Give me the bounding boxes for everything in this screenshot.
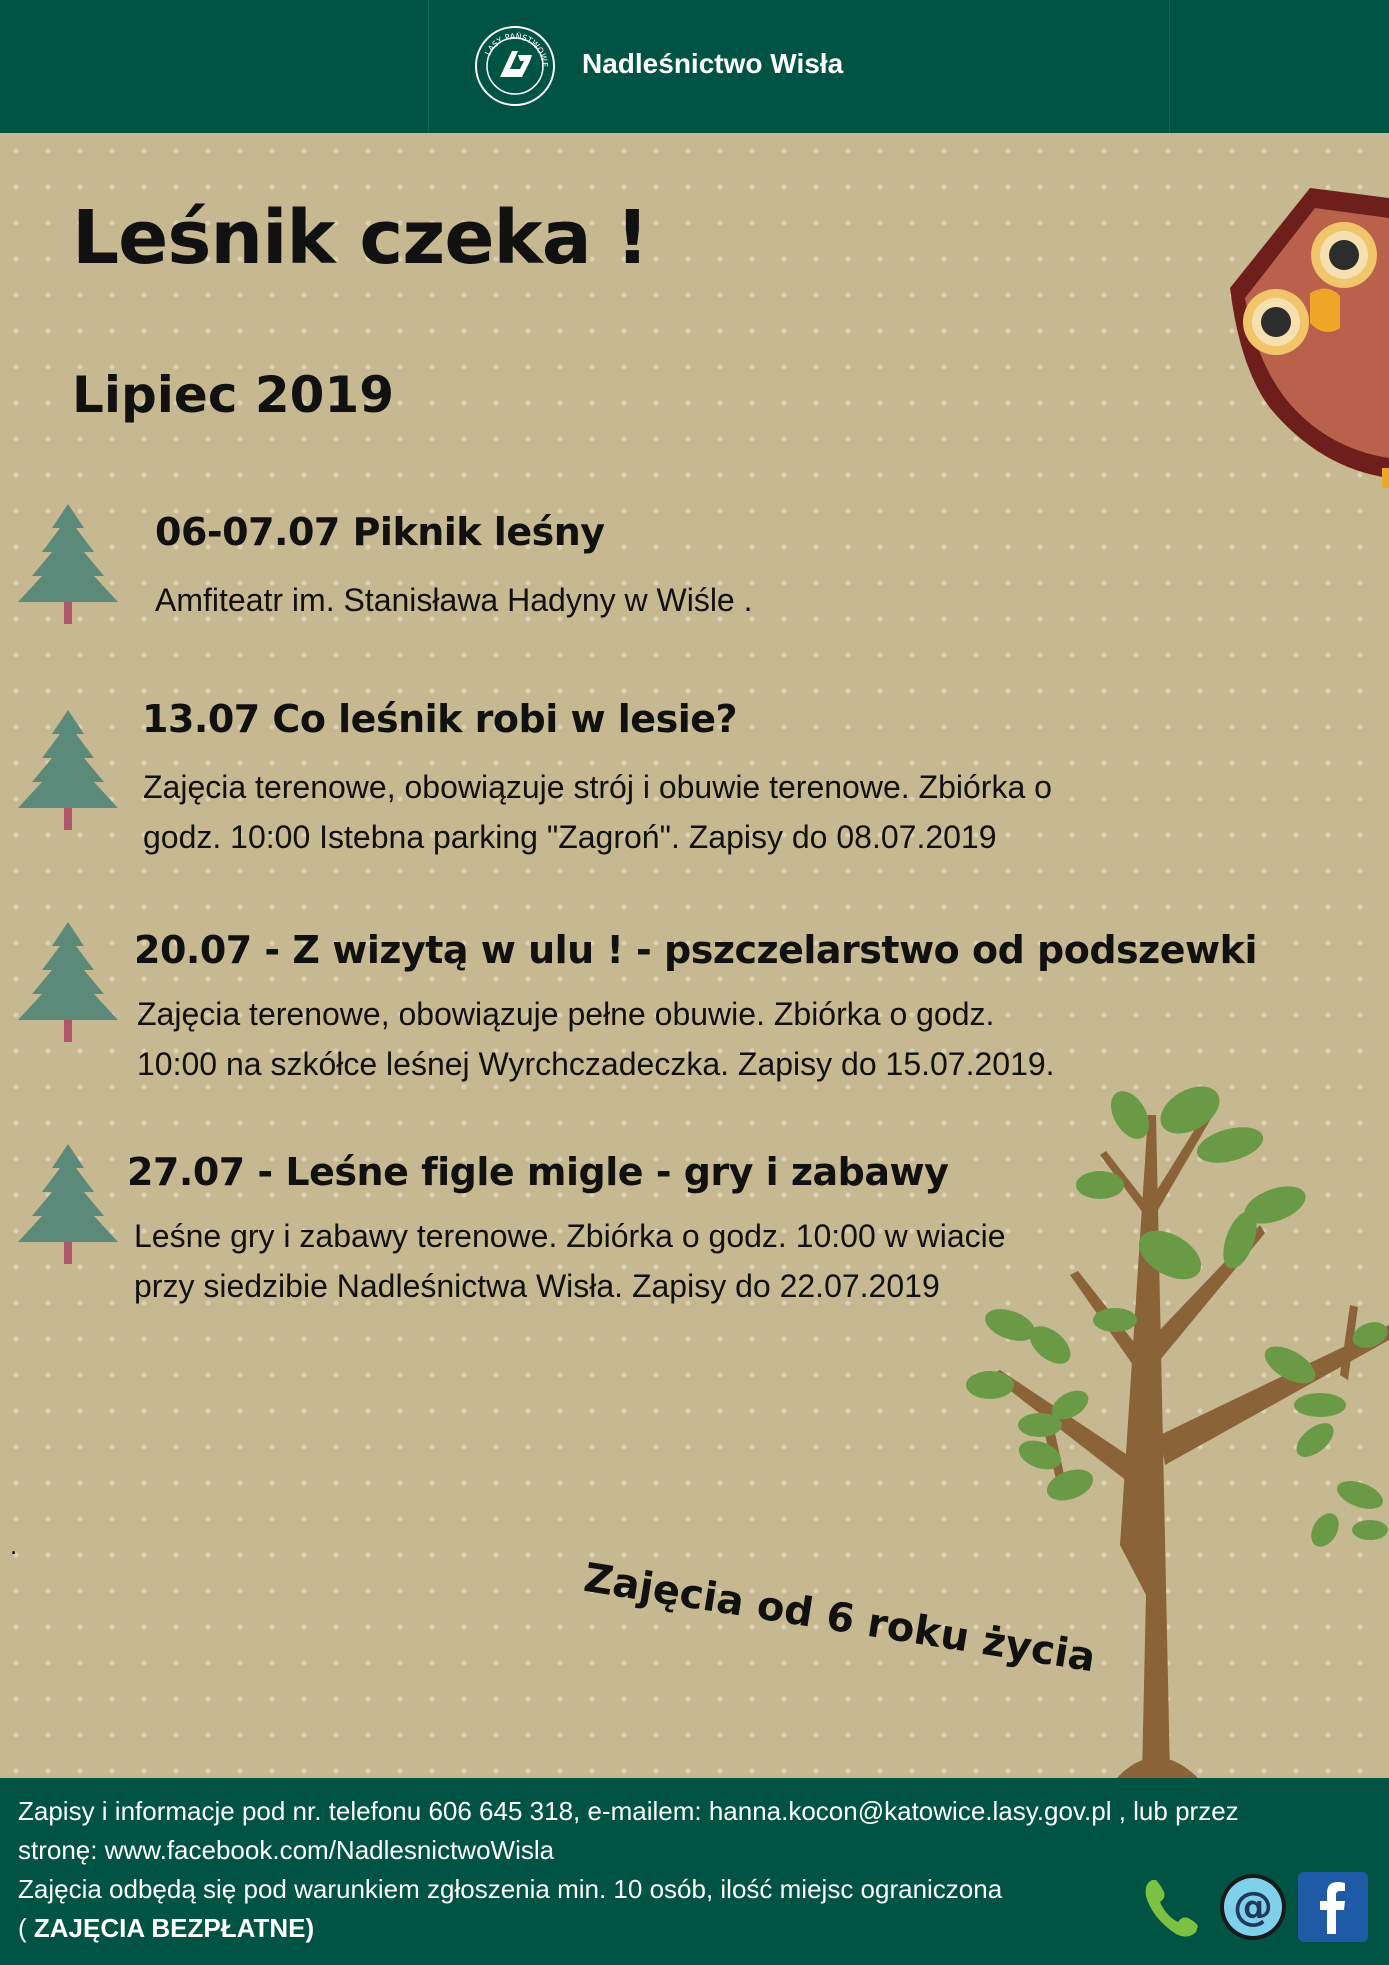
page-title: Leśnik czeka ! [72,195,649,281]
pine-tree-icon [18,1144,118,1264]
age-note: Zajęcia od 6 roku życia [580,1555,1099,1682]
pine-tree-icon [18,710,118,830]
footer-free-note: ( ZAJĘCIA BEZPŁATNE) [18,1913,315,1943]
stray-dot: . [10,1530,18,1560]
pine-tree-icon [18,922,118,1042]
event-description: Zajęcia terenowe, obowiązuje strój i obuwie terenowe. Zbiórka o godz. 10:00 Istebna parking "Zagroń". Zapisy do 08.07.2019 [143,769,1052,855]
tree-illustration [920,1075,1389,1785]
svg-text:@: @ [1233,1884,1273,1930]
event-title: 27.07 - Leśne figle migle - gry i zabawy [127,1150,949,1194]
event-description: Amfiteatr im. Stanisława Hadyny w Wiśle . [155,582,753,618]
org-name: Nadleśnictwo Wisła [582,48,844,79]
event-title: 13.07 Co leśnik robi w lesie? [142,697,738,741]
owl-illustration [1200,178,1389,488]
footer-facebook-line: stronę: www.facebook.com/NadlesnictwoWisla [18,1835,555,1865]
footer-conditions-line: Zajęcia odbędą się pod warunkiem zgłoszenia min. 10 osób, ilość miejsc ograniczona [18,1874,1003,1904]
phone-icon[interactable] [1138,1872,1208,1942]
at-icon[interactable] [1218,1872,1288,1942]
footer-contact-line: Zapisy i informacje pod nr. telefonu 606 645 318, e-mailem: hanna.kocon@katowice.lasy.gov.pl , lub przez [18,1796,1239,1826]
facebook-icon[interactable] [1298,1872,1368,1942]
event-title: 06-07.07 Piknik leśny [155,510,605,554]
month-heading: Lipiec 2019 [72,366,395,424]
pine-tree-icon [18,504,118,624]
header-bar [0,0,1389,133]
event-description: Leśne gry i zabawy terenowe. Zbiórka o godz. 10:00 w wiacie przy siedzibie Nadleśnictwa Wisła. Zapisy do 22.07.2019 [134,1218,1006,1304]
event-title: 20.07 - Z wizytą w ulu ! - pszczelarstwo od podszewki [134,928,1257,972]
event-description: Zajęcia terenowe, obowiązuje pełne obuwie. Zbiórka o godz. 10:00 na szkółce leśnej Wyrchczadeczka. Zapisy do 15.07.2019. [137,996,1055,1082]
logo-text: LASY PAŃSTWOWE [483,31,550,68]
lasy-panstwowe-logo [474,25,556,107]
